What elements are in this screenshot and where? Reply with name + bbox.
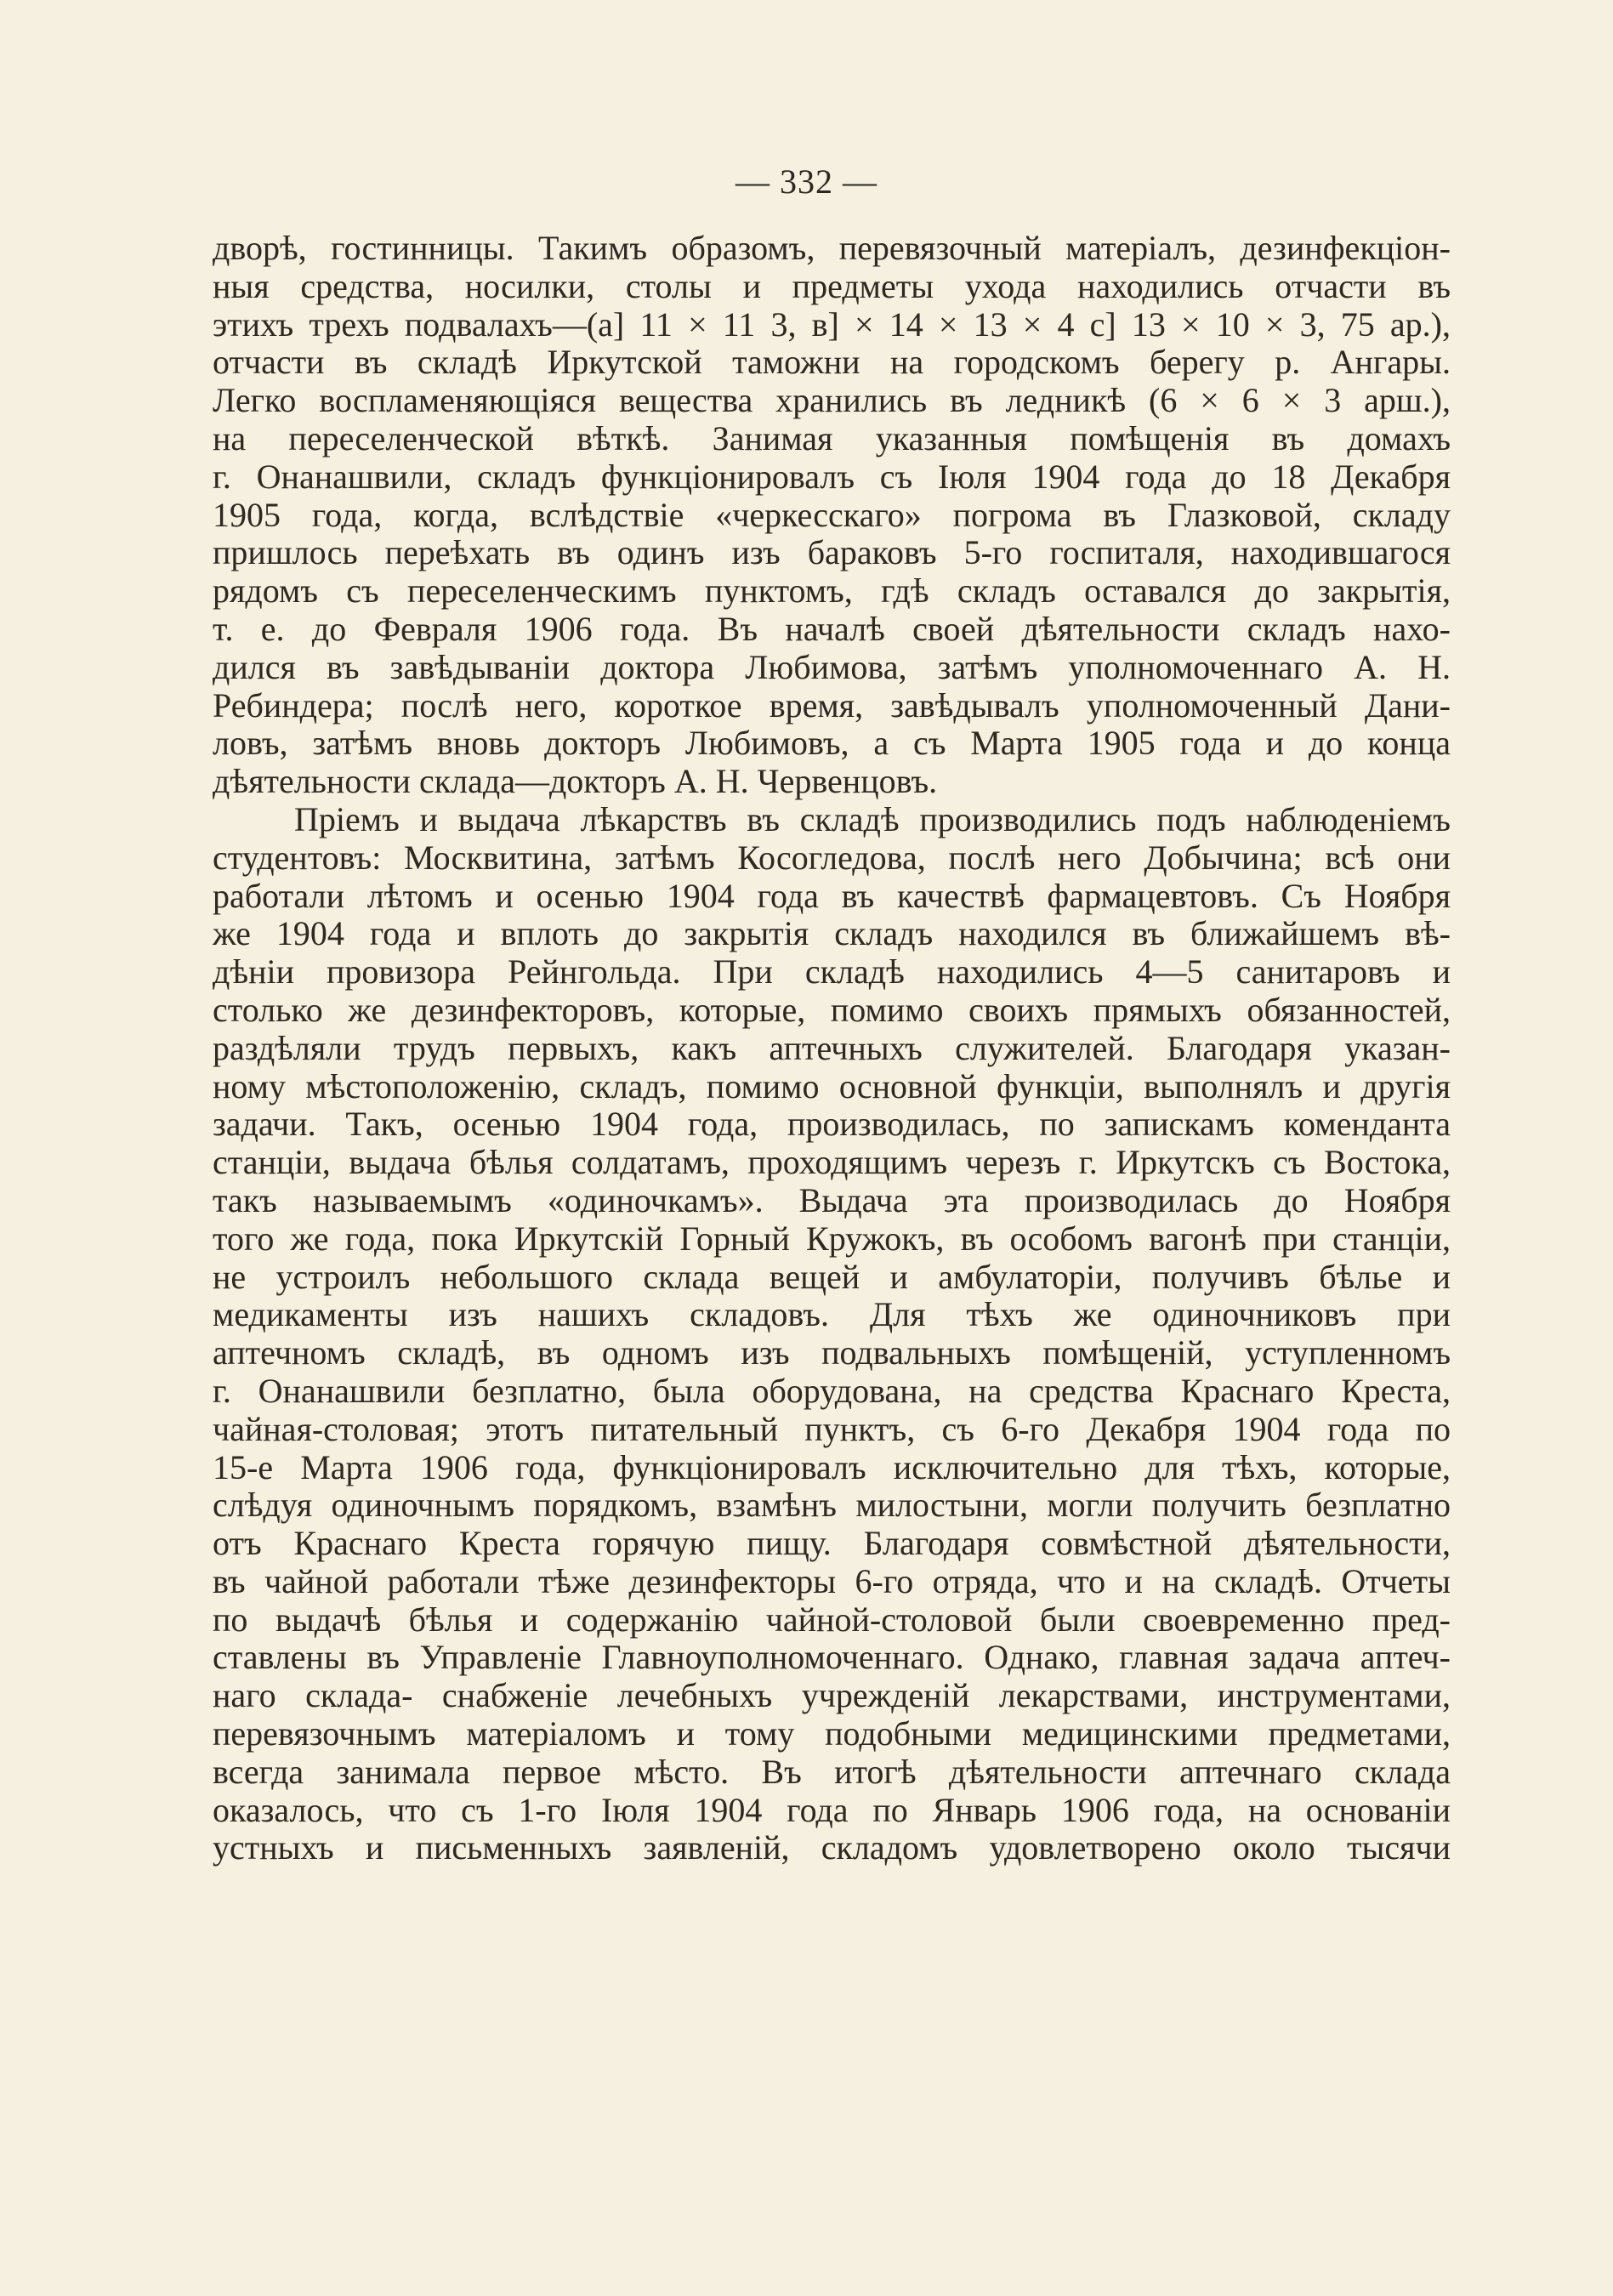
text-line: на переселенческой вѣткѣ. Занимая указанныя помѣщенія въ домахъ [213, 419, 1451, 457]
text-line: ставлены въ Управленіе Главноуполномоченнаго. Однако, главная задача аптеч- [213, 1639, 1451, 1677]
text-line: слѣдуя одиночнымъ порядкомъ, взамѣнъ милостыни, могли получить безплатно [213, 1486, 1451, 1525]
paragraph [213, 801, 1451, 1867]
text-line: раздѣляли трудъ первыхъ, какъ аптечныхъ служителей. Благодаря указан- [213, 1029, 1451, 1067]
text-line: пришлось переѣхать въ одинъ изъ бараковъ 5-го госпиталя, находившагося [213, 534, 1451, 572]
text-line: столько же дезинфекторовъ, которые, помимо своихъ прямыхъ обязанностей, [213, 991, 1451, 1029]
text-line: рядомъ съ переселенческимъ пунктомъ, гдѣ складъ оставался до закрытія, [213, 572, 1451, 611]
text-line: Пріемъ и выдача лѣкарствъ въ складѣ производились подъ наблюденіемъ [294, 800, 1451, 838]
text-line: Ребиндера; послѣ него, короткое время, завѣдывалъ уполномоченный Дани- [213, 686, 1451, 725]
text-line: по выдачѣ бѣлья и содержанію чайной-столовой были своевременно пред- [213, 1600, 1451, 1639]
text-line: т. е. до Февраля 1906 года. Въ началѣ своей дѣятельности складъ нахо- [213, 610, 1451, 648]
text-line: отчасти въ складѣ Иркутской таможни на городскомъ берегу р. Ангары. [213, 344, 1451, 382]
paragraph [213, 230, 1451, 801]
text-line: въ чайной работали тѣже дезинфекторы 6-го отряда, что и на складѣ. Отчеты [213, 1562, 1451, 1600]
text-line: ныя средства, носилки, столы и предметы ухода находились отчасти въ [213, 267, 1451, 305]
text-line: дворѣ, гостинницы. Такимъ образомъ, перевязочный матеріалъ, дезинфекціон- [213, 230, 1451, 267]
text-line: Легко воспламеняющіяся вещества хранились въ ледникѣ (6 × 6 × 3 арш.), [213, 382, 1451, 420]
text-line: того же года, пока Иркутскій Горный Кружокъ, въ особомъ вагонѣ при станціи, [213, 1219, 1451, 1258]
text-line: дѣятельности склада—докторъ А. Н. Червенцовъ. [213, 763, 938, 801]
text-line: ловъ, затѣмъ вновь докторъ Любимовъ, а съ Марта 1905 года и до конца [213, 725, 1451, 763]
text-line: студентовъ: Москвитина, затѣмъ Косогледова, послѣ него Добычина; всѣ они [213, 838, 1451, 877]
text-line: 1905 года, когда, вслѣдствіе «черкесскаго» погрома въ Глазковой, складу [213, 496, 1451, 534]
text-line: дился въ завѣдываніи доктора Любимова, затѣмъ уполномоченнаго А. Н. [213, 648, 1451, 686]
text-line: задачи. Такъ, осенью 1904 года, производилась, по запискамъ коменданта [213, 1105, 1451, 1144]
body-text [213, 230, 1451, 1867]
text-line: станціи, выдача бѣлья солдатамъ, проходящимъ черезъ г. Иркутскъ съ Востока, [213, 1144, 1451, 1182]
text-line: медикаменты изъ нашихъ складовъ. Для тѣхъ же одиночниковъ при [213, 1296, 1451, 1334]
text-line: наго склада- снабженіе лечебныхъ учрежденій лекарствами, инструментами, [213, 1677, 1451, 1715]
text-line: не устроилъ небольшого склада вещей и амбулаторіи, получивъ бѣлье и [213, 1258, 1451, 1296]
text-line: всегда занимала первое мѣсто. Въ итогѣ дѣятельности аптечнаго склада [213, 1753, 1451, 1791]
text-line: перевязочнымъ матеріаломъ и тому подобными медицинскими предметами, [213, 1715, 1451, 1753]
text-line: работали лѣтомъ и осенью 1904 года въ качествѣ фармацевтовъ. Съ Ноября [213, 877, 1451, 915]
text-line: 15-е Марта 1906 года, функціонировалъ исключительно для тѣхъ, которые, [213, 1448, 1451, 1486]
text-line: аптечномъ складѣ, въ одномъ изъ подвальныхъ помѣщеній, уступленномъ [213, 1334, 1451, 1372]
page-number: — 332 — [736, 162, 877, 201]
text-line: чайная-столовая; этотъ питательный пунктъ, съ 6-го Декабря 1904 года по [213, 1410, 1451, 1448]
text-line: же 1904 года и вплоть до закрытія складъ находился въ ближайшемъ вѣ- [213, 915, 1451, 953]
text-line: отъ Краснаго Креста горячую пищу. Благодаря совмѣстной дѣятельности, [213, 1525, 1451, 1563]
text-line: дѣніи провизора Рейнгольда. При складѣ находились 4—5 санитаровъ и [213, 953, 1451, 992]
text-line: г. Онанашвили, складъ функціонировалъ съ Іюля 1904 года до 18 Декабря [213, 457, 1451, 496]
text-line: устныхъ и письменныхъ заявленій, складомъ удовлетворено около тысячи [213, 1829, 1451, 1867]
text-line: такъ называемымъ «одиночкамъ». Выдача эта производилась до Ноября [213, 1181, 1451, 1219]
text-line: этихъ трехъ подвалахъ—(а] 11 × 11 3, в] × 14 × 13 × 4 с] 13 × 10 × 3, 75 ар.), [213, 305, 1451, 344]
text-line: оказалось, что съ 1-го Іюля 1904 года по Январь 1906 года, на основаніи [213, 1791, 1451, 1829]
text-line: ному мѣстоположенію, складъ, помимо основной функціи, выполнялъ и другія [213, 1067, 1451, 1105]
text-line: г. Онанашвили безплатно, была оборудована, на средства Краснаго Креста, [213, 1372, 1451, 1410]
